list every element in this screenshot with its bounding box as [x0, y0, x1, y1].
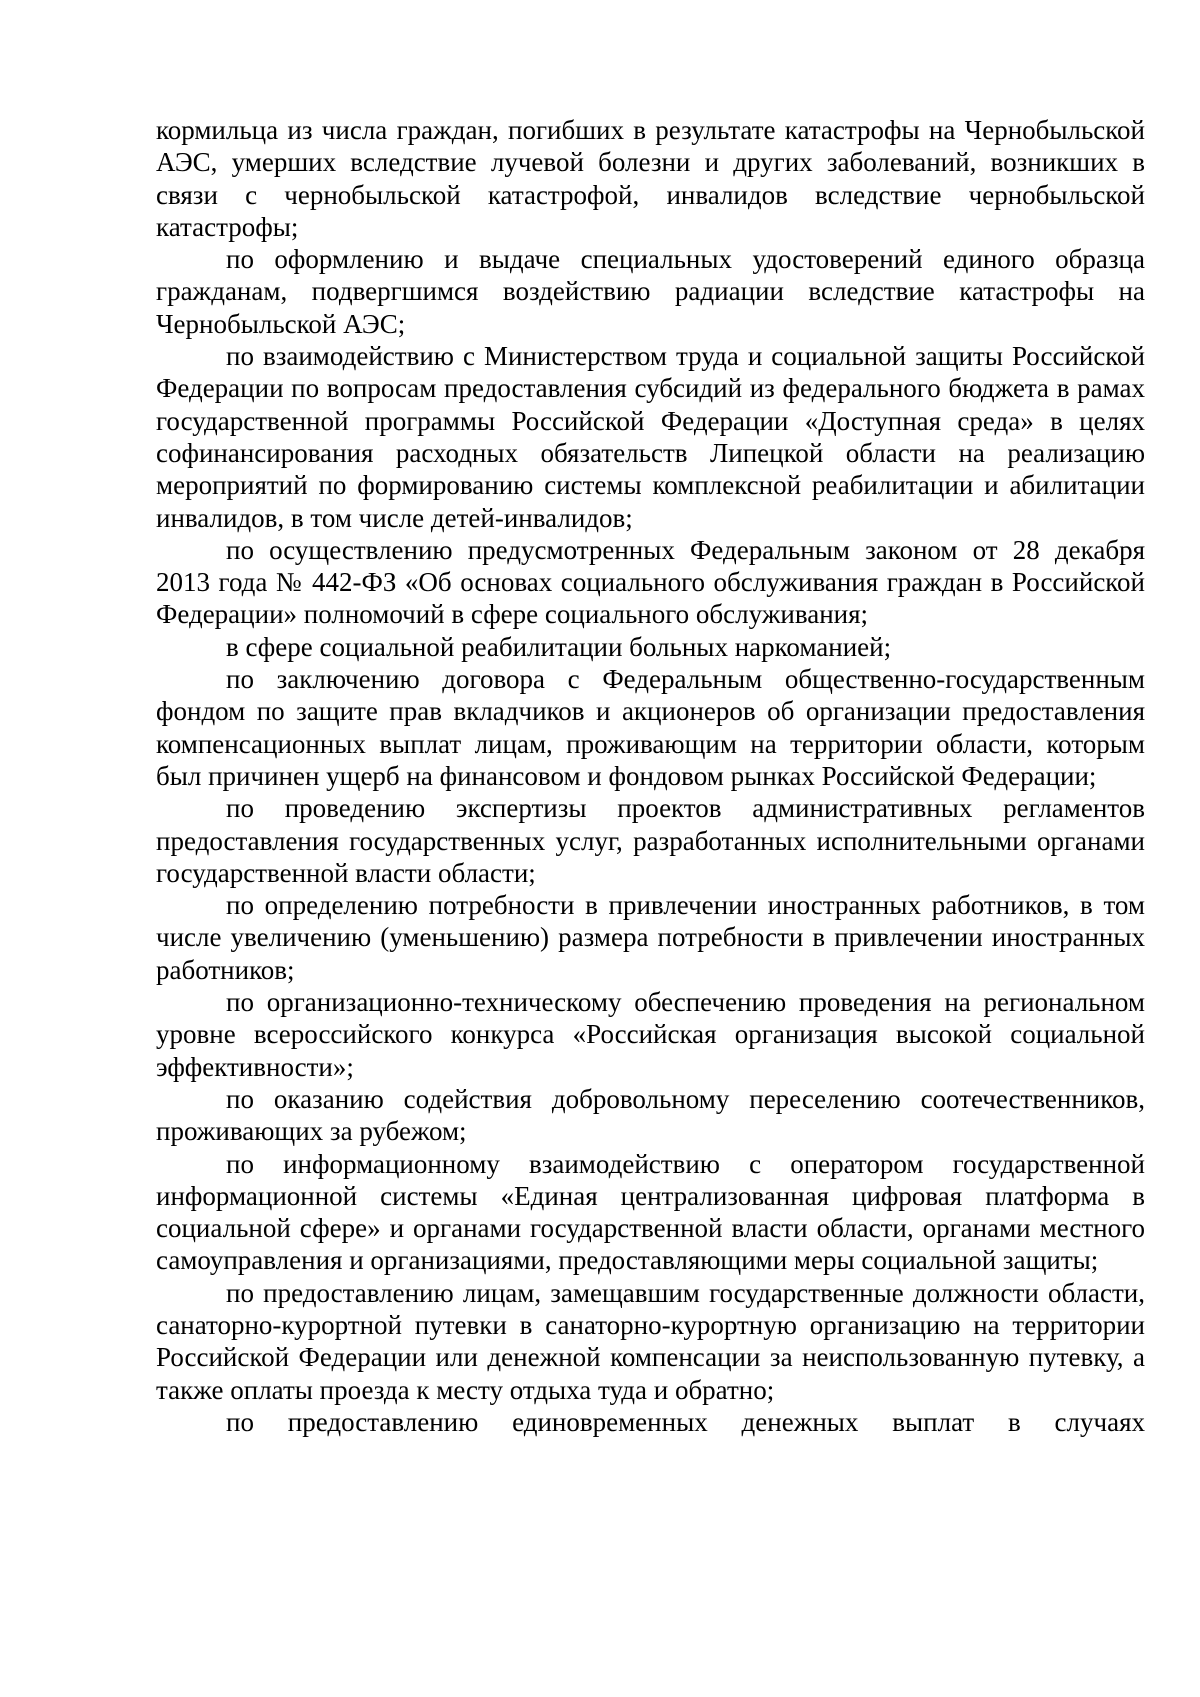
- paragraph: по осуществлению предусмотренных Федеральным законом от 28 декабря 2013 года № 442-ФЗ «Об основах социального обслуживания граждан в Российской Федерации» полномочий в сфере социального обслуживания;: [156, 534, 1145, 630]
- paragraph: по оформлению и выдаче специальных удостоверений единого образца гражданам, подвергшимся воздействию радиации вследствие катастрофы на Чернобыльской АЭС;: [156, 244, 1145, 339]
- paragraph: по заключению договора с Федеральным общественно-государственным фондом по защите прав вкладчиков и акционеров об организации предоставления компенсационных выплат лицам, проживающим на территории области, которым был причинен ущерб на финансовом и фондовом рынках Российской Федерации;: [156, 664, 1145, 791]
- paragraph: по определению потребности в привлечении иностранных работников, в том числе увеличению (уменьшению) размера потребности в привлечении иностранных работников;: [156, 890, 1145, 985]
- paragraph: в сфере социальной реабилитации больных наркоманией;: [226, 631, 892, 662]
- document-body: [156, 114, 1145, 1438]
- paragraph: по предоставлению лицам, замещавшим государственные должности области, санаторно-курортной путевки в санаторно-курортную организацию на территории Российской Федерации или денежной компенсации за неиспользованную путевку, а также оплаты проезда к месту отдыха туда и обратно;: [156, 1277, 1145, 1405]
- paragraph: по организационно-техническому обеспечению проведения на региональном уровне всероссийского конкурса «Российская организация высокой социальной эффективности»;: [156, 987, 1145, 1082]
- paragraph: по взаимодействию с Министерством труда и социальной защиты Российской Федерации по вопросам предоставления субсидий из федерального бюджета в рамах государственной программы Российской Федерации «Доступная среда» в целях софинансирования расходных обязательств Липецкой области на реализацию мероприятий по формированию системы комплексной реабилитации и абилитации инвалидов, в том числе детей-инвалидов;: [156, 341, 1145, 533]
- paragraph: по проведению экспертизы проектов административных регламентов предоставления государственных услуг, разработанных исполнительными органами государственной власти области;: [156, 793, 1145, 888]
- paragraph: по информационному взаимодействию с оператором государственной информационной системы «Единая централизованная цифровая платформа в социальной сфере» и органами государственной власти области, органами местного самоуправления и организациями, предоставляющими меры социальной защиты;: [156, 1148, 1145, 1276]
- paragraph: кормильца из числа граждан, погибших в результате катастрофы на Чернобыльской АЭС, умерших вследствие лучевой болезни и других заболеваний, возникших в связи с чернобыльской катастрофой, инвалидов вследствие чернобыльской катастрофы;: [156, 115, 1145, 242]
- paragraph: по оказанию содействия добровольному переселению соотечественников, проживающих за рубежом;: [156, 1083, 1145, 1147]
- paragraph: по предоставлению единовременных денежных выплат в случаях: [226, 1406, 1145, 1437]
